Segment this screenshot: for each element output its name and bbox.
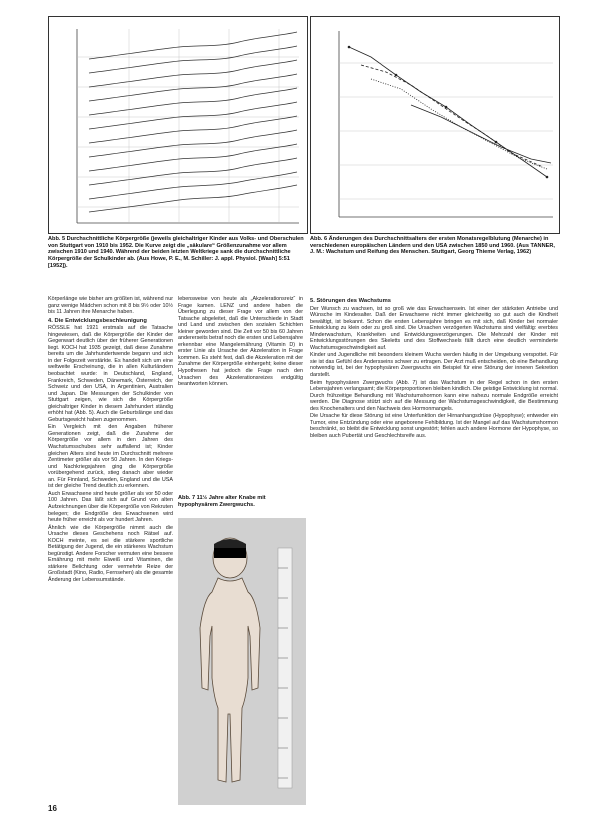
text-column-1 (48, 296, 173, 801)
paragraph: Auch Erwachsene sind heute größer als vor 50 oder 100 Jahren. Das läßt sich auf Grund von alten Aufzeichnungen über die Körpergröße von Rekruten belegen; die Endgröße des Erwachsenen wird heute früher erreicht als vor hundert Jahren. (48, 490, 173, 524)
paragraph: Kinder und Jugendliche mit besonders kleinem Wuchs werden häufig in der Umgebung verspottet. Für sie ist das Gefühl des Andersseins schwer zu ertragen. Der Arzt muß entscheiden, ob eine Behandlung notwendig ist, bei der hypophysären Zwergwuchs ein Beispiel für eine Störung der inneren Sekretion darstellt. (310, 352, 558, 379)
figure-6-caption: Abb. 6 Änderungen des Durchschnittsalters der ersten Monatsregelblutung (Menarche) in verschiedenen europäischen Ländern und den USA zwischen 1850 und 1960. (Aus TANNER, J. M.: Wachstum und Reifung des Menschen. Stuttgart, Georg Thieme Verlag, 1962) (310, 236, 555, 256)
paragraph: Körperlänge wie bisher am größten ist, während nur ganz wenige Mädchen schon mit 8 bis 9½ oder 10½ bis 11 Jahren ihre Menarche haben. (48, 296, 173, 316)
figure-5-graphic (49, 17, 307, 233)
section-heading: 5. Störungen des Wachstums (310, 298, 391, 304)
text-column-3 (310, 296, 558, 801)
figure-6-menarche-chart (310, 16, 560, 234)
paragraph: RÖSSLE hat 1921 erstmals auf die Tatsache hingewiesen, daß die Körpergröße der Kinder der Gegenwart deutlich über der früherer Generationen liegt. KOCH hat 1935 gezeigt, daß diese Zunahme bereits um die Jahrhundertwende begann und sich in der Folgezeit verstärkte. Es handelt sich um eine weltweite Erscheinung, die in allen Kulturländern beobachtet wurde: in Deutschland, England, Frankreich, Schweden, Dänemark, Österreich, der Schweiz und den USA, in Argentinien, Australien und Japan. Die Messungen der Schulkinder von Stuttgart zeigen, wie sich die Körpergröße gleichaltriger Kinder in diesem Jahrhundert ständig erhöht hat (Abb. 5). Auch die Geburtslänge und das Geburtsgewicht haben zugenommen. (48, 325, 173, 423)
paragraph: Beim hypophysären Zwergwuchs (Abb. 7) ist das Wachstum in der Regel schon in den ersten Lebensjahren verlangsamt; die Körperproportionen bleiben kindlich. Die geistige Entwicklung ist normal. Durch frühzeitige Behandlung mit Wachstumshormon kann eine nahezu normale Endgröße erreicht werden. Die Diagnose stützt sich auf die Messung der Wachstumsgeschwindigkeit, die Bestimmung des Knochenalters und den Nachweis des Hormonmangels. (310, 379, 558, 412)
paragraph: Der Wunsch zu wachsen, ist so groß wie das Erwachsensein. Ist einer der stärksten Antriebe und Wünsche im Kindesalter. Daß der Erwachsene nicht immer gleichzeitig so gut auch die Kindheit bewältigt, ist bekannt. Schon die ersten Lebensjahre bringen es mit sich, daß Kinder bei normaler Entwicklung zu klein oder zu groß sind. Die Ursachen verzögerten Wachstums sind vielfältig: ererbtes Minderwachstum, Krankheiten und Entwicklungsverzögerungen. Die Mehrzahl der Kinder mit Entwicklungsstörungen des Skeletts und des Stoffwechsels fällt durch eine deutlich verminderte Wachstumsgeschwindigkeit auf. (310, 305, 558, 351)
paragraph: Ein Vergleich mit den Angaben früherer Generationen zeigt, daß die Zunahme der Körpergröße vor allem in den Jahren des Wachstumsschubes sehr auffallend ist; Kinder gleichen Alters sind heute im Durchschnitt mehrere Zentimeter größer als vor 50 Jahren. In den Kriegs- und Nachkriegsjahren ging die Körpergröße vorübergehend zurück, stieg danach aber wieder an. Für Finnland, Schweden, England und die USA ist der gleiche Trend deutlich zu erkennen. (48, 424, 173, 490)
figure-6-graphic (311, 17, 559, 233)
figure-5-growth-chart (48, 16, 308, 234)
figure-7-caption: Abb. 7 11½ Jahre alter Knabe mit hypophysärem Zwergwuchs. (178, 495, 266, 508)
figure-7-photo (178, 518, 306, 805)
figure-7-graphic (178, 518, 306, 805)
paragraph: lebensweise von heute als „Akzelerationsreiz“ in Frage kamen. LENZ und andere haben die Überlegung zu dieser Frage vor allem von der Tatsache abgeleitet, daß die Unterschiede in Stadt und Land und zwischen den sozialen Schichten kleiner geworden sind. Die Zeit vor 50 bis 60 Jahren andererseits betraf noch die ersten und Lebensjahre erkennbar eine Mangelernährung (Vitamin D) in erster Linie als Ursache der Akzeleration in Frage kommen. Es steht fest, daß die Akzeleration mit der Zunahme der Körpergröße einhergeht; keine dieser Hypothesen hat jedoch die Frage nach den Ursachen des Akzelerationsreizes endgültig beantworten können. (178, 296, 303, 388)
text-column-2 (178, 296, 303, 488)
paragraph: Die Ursache für diese Störung ist eine Unterfunktion der Hirnanhangsdrüse (Hypophyse); entweder ein Tumor, eine Entzündung oder eine angeborene Fehlbildung. Ist der Mangel auf das Wachstumshormon beschränkt, so bleibt die Entwicklung sonst ungestört; fehlen auch andere Hormone der Hypophyse, so bleiben auch Pubertät und Geschlechtsreife aus. (310, 413, 558, 439)
page-number: 16 (48, 804, 57, 813)
section-heading: 4. Die Entwicklungsbeschleunigung (48, 317, 147, 324)
figure-5-caption: Abb. 5 Durchschnittliche Körpergröße (jeweils gleichaltriger Kinder aus Volks- und Oberschulen von Stuttgart von 1910 bis 1952. Die Kurve zeigt die „säkulare“ Größenzunahme vor allem zwischen 1910 und 1940. Während der beiden letzten Weltkriege sank die durchschnittliche Körpergröße der Schulkinder ab. (Aus Howe, P. E., M. Schiller: J. appl. Physiol. [Wash] 5:51 [1952]). (48, 236, 304, 269)
paragraph: Ähnlich wie die Körpergröße nimmt auch die Ursache dieses Geschehens noch Rätsel auf. KOCH meinte, es sei die stärkere sportliche Betätigung der Jugend, die ein stärkeres Wachstum begünstigt. Andere Forscher vermuten eine bessere Ernährung mit mehr Eiweiß und Vitaminen, die stärkere Belichtung oder vermehrte Reize der Großstadt (Kino, Radio, Fernsehen) als die gesamte Änderung der Lebensumstände. (48, 524, 173, 583)
